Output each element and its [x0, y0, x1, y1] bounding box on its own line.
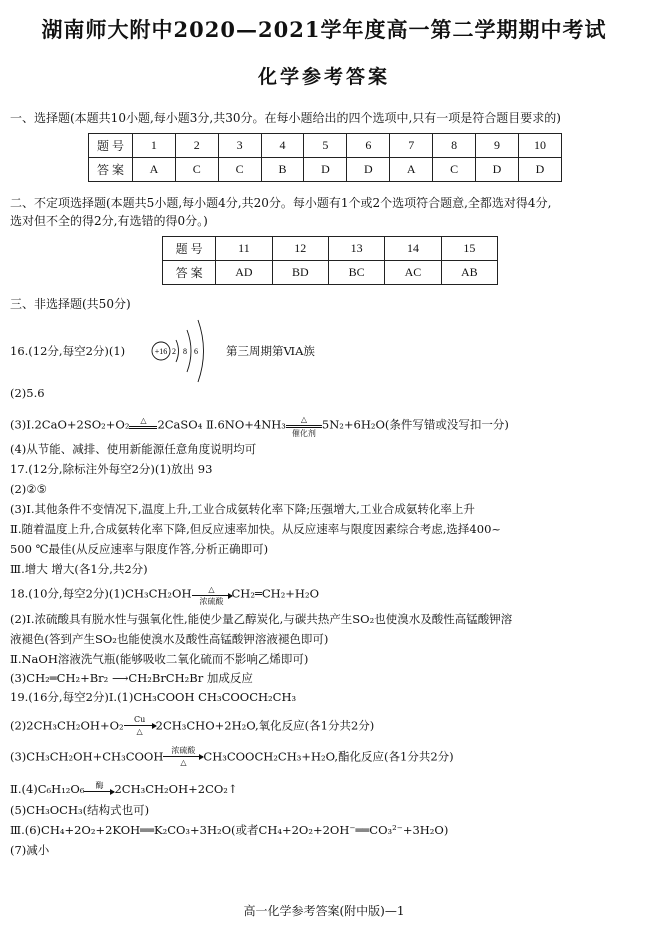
shell-electron-count: 8	[183, 347, 187, 356]
answer-cell: D	[304, 158, 347, 182]
section2-heading-line1: 二、不定项选择题(本题共5小题,每小题4分,共20分。每小题有1个或2个选项符合题意,全都选对得4分,	[10, 196, 552, 210]
q18-line1	[10, 584, 319, 605]
q19-eq2-products: 2CH₃CHO+2H₂O,氧化反应(各1分共2分)	[155, 718, 375, 733]
q19-eq3-reactants: (3)CH₃CH₂OH+CH₃COOH	[10, 749, 164, 764]
answer-cell: BD	[272, 261, 328, 285]
q19-line2	[10, 716, 374, 737]
q19-eq3-products: CH₃COOCH₂CH₃+H₂O,酯化反应(各1分共2分)	[203, 749, 454, 764]
q17-line6: Ⅲ.增大 增大(各1分,共2分)	[10, 562, 148, 576]
answer-cell: A	[132, 158, 175, 182]
question-number: 6	[347, 134, 390, 158]
table-row-questions	[163, 237, 498, 261]
equals-sign	[286, 425, 322, 428]
q19-eq4-products: 2CH₃CH₂OH+2CO₂↑	[114, 782, 238, 796]
answer-cell: AB	[441, 261, 497, 285]
section3-heading: 三、非选择题(共50分)	[10, 297, 131, 311]
reaction-arrow	[192, 595, 232, 596]
q18-eq-reactant: 18.(10分,每空2分)(1)CH₃CH₂OH	[10, 586, 192, 601]
section2-answer-table	[162, 236, 498, 285]
q16-eq1-reactants: (3)Ⅰ.2CaO+2SO₂+O₂	[10, 417, 130, 432]
answer-cell: AD	[216, 261, 272, 285]
q17-line2: (2)②⑤	[10, 482, 47, 496]
q16-eq1-products-eq2-reactants: 2CaSO₄ Ⅱ.6NO+4NH₃	[157, 417, 286, 432]
page-subtitle: 化学参考答案	[257, 66, 390, 88]
question-number: 2	[175, 134, 218, 158]
q19-eq2-reactants: (2)2CH₃CH₂OH+O₂	[10, 718, 124, 733]
row-label-answer: 答 案	[89, 158, 133, 182]
q16-line3	[10, 414, 509, 437]
answer-cell: D	[476, 158, 519, 182]
q16-line4: (4)从节能、减排、使用新能源任意角度说明均可	[10, 442, 257, 456]
q19-line5: (5)CH₃OCH₃(结构式也可)	[10, 803, 150, 817]
shell-electron-count: 6	[194, 347, 198, 356]
answer-cell: C	[218, 158, 261, 182]
answer-cell: C	[433, 158, 476, 182]
answer-cell: A	[390, 158, 433, 182]
q16-line2: (2)5.6	[10, 386, 45, 400]
q19-line7: (7)减小	[10, 843, 50, 857]
q19-eq4-reactant: Ⅱ.(4)C₆H₁₂O₆	[10, 782, 85, 796]
condition-heat: △	[208, 585, 215, 594]
answer-cell: D	[518, 158, 561, 182]
equals-sign	[129, 426, 157, 429]
question-number: 3	[218, 134, 261, 158]
row-label-answer: 答 案	[163, 261, 216, 285]
condition-heat: △	[140, 416, 147, 425]
condition-catalyst: 催化剂	[291, 429, 316, 438]
question-number: 8	[433, 134, 476, 158]
q17-line3: (3)Ⅰ.其他条件不变情况下,温度上升,工业合成氨转化率下降;压强增大,工业合成氨转化率上升	[10, 502, 475, 516]
reaction-condition	[129, 416, 157, 429]
q18-line5: (3)CH₂═CH₂+Br₂ ⟶CH₂BrCH₂Br 加成反应	[10, 671, 253, 685]
reaction-arrow	[163, 756, 203, 757]
question-number: 7	[390, 134, 433, 158]
question-number: 15	[441, 237, 497, 261]
question-number: 11	[216, 237, 272, 261]
q19-line3	[10, 747, 454, 768]
question-number: 12	[272, 237, 328, 261]
condition-catalyst: Cu	[133, 715, 146, 724]
q17-line1: 17.(12分,除标注外每空2分)(1)放出 93	[10, 462, 213, 476]
reaction-condition	[286, 415, 322, 438]
q18-line3: 液褪色(答到产生SO₂也能使溴水及酸性高锰酸钾溶液褪色即可)	[10, 632, 329, 646]
q19-line6: Ⅲ.(6)CH₄+2O₂+2KOH══K₂CO₃+3H₂O(或者CH₄+2O₂+2OH⁻══CO₃²⁻+3H₂O)	[10, 823, 449, 837]
question-number: 5	[304, 134, 347, 158]
question-number: 10	[518, 134, 561, 158]
condition-heat: △	[136, 727, 143, 736]
answer-cell: C	[175, 158, 218, 182]
question-number: 4	[261, 134, 304, 158]
question-number: 13	[328, 237, 384, 261]
q19-line1: 19.(16分,每空2分)Ⅰ.(1)CH₃COOH CH₃COOCH₂CH₃	[10, 690, 297, 704]
section1-heading: 一、选择题(本题共10小题,每小题3分,共30分。在每小题给出的四个选项中,只有一项是符合题目要求的)	[10, 111, 561, 125]
section1-answer-table	[88, 133, 562, 182]
answer-cell: AC	[385, 261, 441, 285]
electron-shell-arc	[198, 320, 204, 382]
reaction-condition	[84, 781, 114, 792]
condition-acid: 浓硫酸	[171, 746, 196, 755]
row-label-question: 题 号	[163, 237, 216, 261]
answer-cell: BC	[328, 261, 384, 285]
q18-eq-products: CH₂═CH₂+H₂O	[231, 586, 320, 601]
table-row-answers	[89, 158, 562, 182]
question-number: 14	[385, 237, 441, 261]
q18-line2: (2)Ⅰ.浓硫酸具有脱水性与强氧化性,能使少量乙醇炭化,与碳共热产生SO₂也使溴水及酸性高锰酸钾溶	[10, 612, 513, 626]
row-label-question: 题 号	[89, 134, 133, 158]
q17-line4: Ⅱ.随着温度上升,合成氨转化率下降,但反应速率加快。从反应速率与限度因素综合考虑,选择400~	[10, 522, 502, 536]
q16-line1-prefix: 16.(12分,每空2分)(1)	[10, 344, 126, 358]
reaction-arrow	[124, 725, 156, 726]
reaction-arrow	[84, 791, 114, 792]
q19-line4	[10, 781, 238, 797]
condition-heat: △	[180, 758, 187, 767]
electron-shell-arc	[176, 340, 179, 362]
section2-heading-line2: 选对但不全的得2分,有选错的得0分。)	[10, 214, 208, 228]
q17-line5: 500 ℃最佳(从反应速率与限度作答,分析正确即可)	[10, 542, 269, 556]
q18-line4: Ⅱ.NaOH溶液洗气瓶(能够吸收二氧化硫而不影响乙烯即可)	[10, 652, 309, 666]
answer-cell: B	[261, 158, 304, 182]
answer-cell: D	[347, 158, 390, 182]
electron-shell-arc	[187, 330, 191, 372]
q16-eq2-products: 5N₂+6H₂O(条件写错或没写扣一分)	[321, 417, 509, 432]
question-number: 9	[476, 134, 519, 158]
condition-enzyme: 酶	[95, 780, 104, 790]
table-row-answers	[163, 261, 498, 285]
reaction-condition	[163, 746, 203, 767]
condition-heat: △	[300, 415, 307, 424]
reaction-condition	[192, 585, 232, 606]
table-row-questions	[89, 134, 562, 158]
reaction-condition	[124, 715, 156, 736]
sulfur-atom-structure-diagram	[150, 316, 220, 386]
page-footer: 高一化学参考答案(附中版)—1	[243, 904, 405, 918]
q16-period-group: 第三周期第ⅥA族	[226, 344, 315, 358]
atom-nucleus-charge: +16	[154, 347, 168, 356]
shell-electron-count: 2	[172, 347, 176, 356]
question-number: 1	[132, 134, 175, 158]
condition-acid: 浓硫酸	[199, 597, 224, 606]
page-title: 湖南师大附中2020—2021学年度高一第二学期期中考试	[41, 17, 607, 42]
